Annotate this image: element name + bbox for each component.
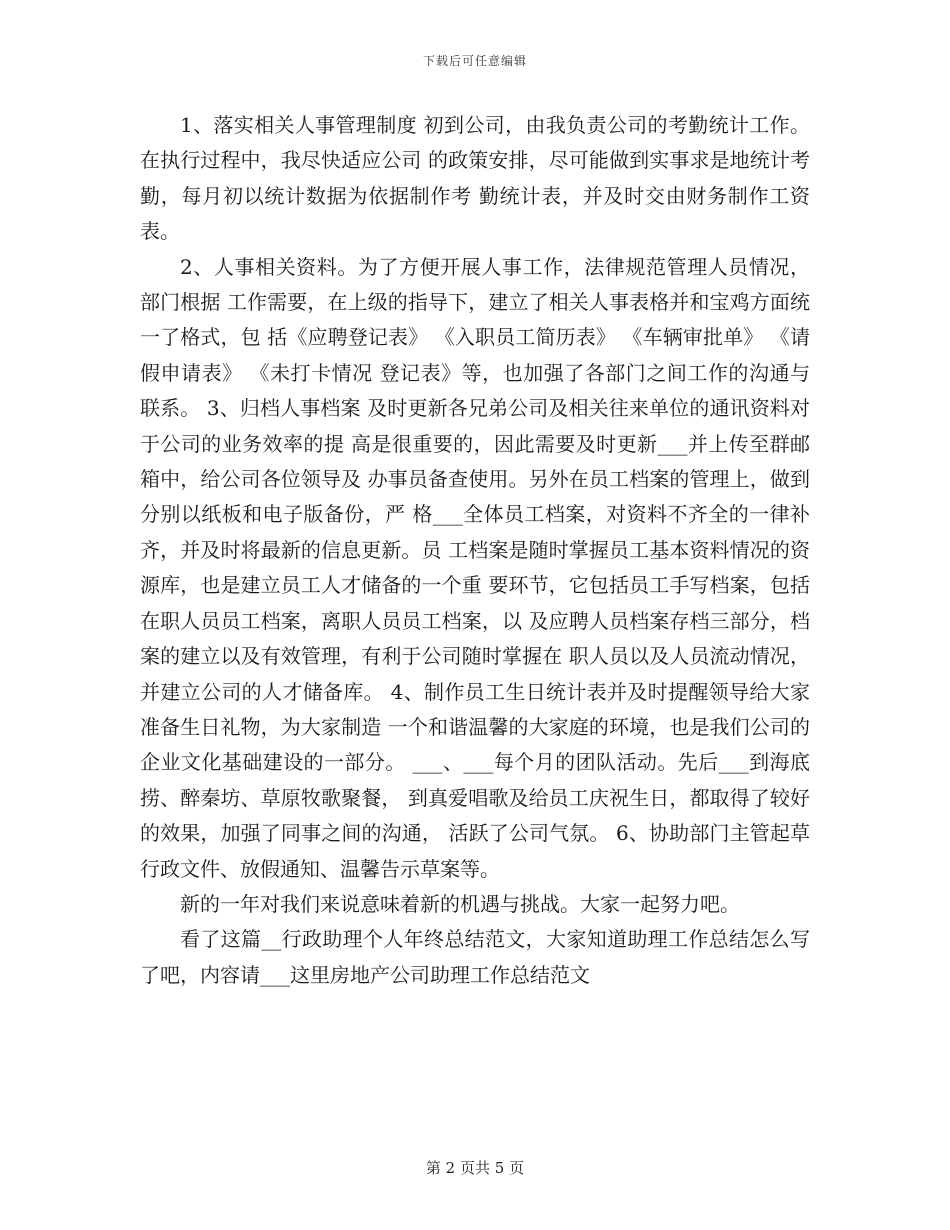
paragraph-4: 看了这篇__行政助理个人年终总结范文，大家知道助理工作总结怎么写了吧，内容请___这里房地产公司助理工作总结范文 [140,927,810,987]
paragraph-2: 2、人事相关资料。为了方便开展人事工作，法律规范管理人员情况，部门根据 工作需要，在上级的指导下，建立了相关人事表格并和宝鸡方面统一了格式，包 括《应聘登记表》 《入职员工简历表》 《车辆审批单》 《请假申请表》 《未打卡情况 登记表》等，也加强了各部门之间工作的沟通与联系。 3、归档人事档案 及时更新各兄弟公司及相关往来单位的通讯资料对于公司的业务效率的提 高是很重要的，因此需要及时更新___并上传至群邮箱中，给公司各位领导及 办事员备查使用。另外在员工档案的管理上，做到分别以纸板和电子版备份，严 格___全体员工档案，对资料不齐全的一律补齐，并及时将最新的信息更新。员 工档案是随时掌握员工基本资料情况的资源库，也是建立员工人才储备的一个重 要环节，它包括员工手写档案，包括在职人员员工档案，离职人员员工档案，以 及应聘人员档案存档三部分，档案的建立以及有效管理，有利于公司随时掌握在 职人员以及人员流动情况，并建立公司的人才储备库。 4、制作员工生日统计表并及时提醒领导给大家准备生日礼物，为大家制造 一个和谐温馨的大家庭的环境，也是我们公司的企业文化基础建设的一部分。 ___、___每个月的团队活动。先后___到海底捞、醉秦坊、草原牧歌聚餐， 到真爱唱歌及给员工庆祝生日，都取得了较好的效果，加强了同事之间的沟通， 活跃了公司气氛。 6、协助部门主管起草行政文件、放假通知、温馨告示草案等。 [140,254,810,881]
document-body [140,108,810,993]
paragraph-1: 1、落实相关人事管理制度 初到公司，由我负责公司的考勤统计工作。在执行过程中，我尽快适应公司 的政策安排，尽可能做到实事求是地统计考勤，每月初以统计数据为依据制作考 勤统计表，并及时交由财务制作工资表。 [140,113,810,244]
paragraph-3: 新的一年对我们来说意味着新的机遇与挑战。大家一起努力吧。 [180,891,740,916]
page-header: 下载后可任意编辑 [422,54,527,68]
page-number: 第 2 页共 5 页 [425,1159,525,1177]
